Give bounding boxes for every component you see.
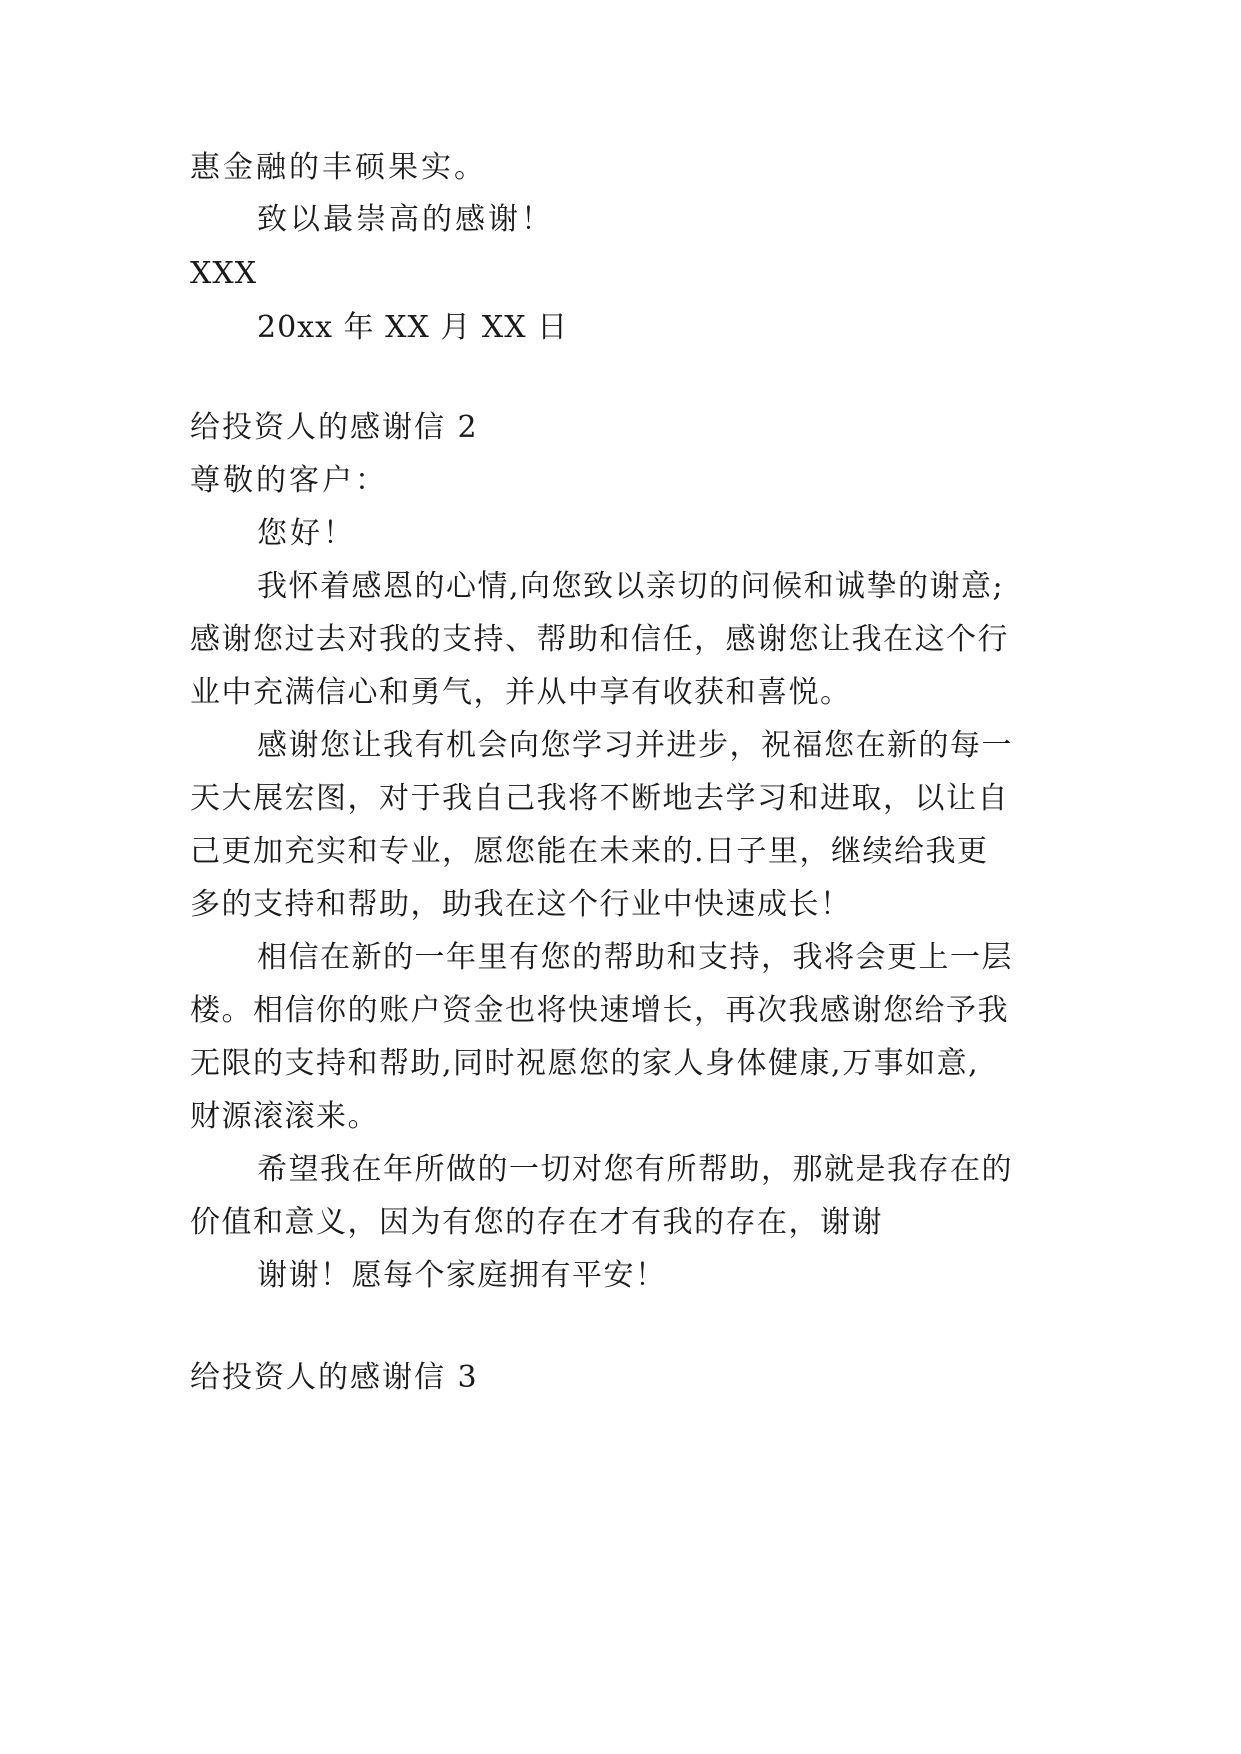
greeting: 您好！ xyxy=(257,516,356,551)
paragraph-line: 谢谢！愿每个家庭拥有平安！ xyxy=(257,1258,667,1293)
paragraph-line: 相信在新的一年里有您的帮助和支持，我将会更上一层 xyxy=(257,940,1013,975)
paragraph-line: 希望我在年所做的一切对您有所帮助，那就是我存在的 xyxy=(257,1152,1013,1187)
closing-line: 致以最崇高的感谢！ xyxy=(257,202,554,237)
letter-title-2: 给投资人的感谢信 2 xyxy=(190,410,479,445)
paragraph-tail: 惠金融的丰硕果实。 xyxy=(190,150,487,185)
paragraph-line: 己更加充实和专业，愿您能在未来的.日子里，继续给我更 xyxy=(190,834,989,869)
paragraph-line: 楼。相信你的账户资金也将快速增长，再次我感谢您给予我 xyxy=(190,993,1009,1028)
paragraph-line: 我怀着感恩的心情,向您致以亲切的问候和诚挚的谢意; xyxy=(257,569,1005,604)
paragraph-line: 感谢您让我有机会向您学习并进步，祝福您在新的每一 xyxy=(257,728,1013,763)
paragraph-line: 无限的支持和帮助,同时祝愿您的家人身体健康,万事如意, xyxy=(190,1046,980,1081)
signature: XXX xyxy=(190,256,258,291)
paragraph-line: 天大展宏图，对于我自己我将不断地去学习和进取，以让自 xyxy=(190,781,1009,816)
paragraph-line: 多的支持和帮助，助我在这个行业中快速成长！ xyxy=(190,887,852,922)
paragraph-line: 业中充满信心和勇气，并从中享有收获和喜悦。 xyxy=(190,675,852,710)
date-line: 20xx 年 XX 月 XX 日 xyxy=(257,310,569,345)
letter-title-3: 给投资人的感谢信 3 xyxy=(190,1360,479,1395)
paragraph-line: 价值和意义，因为有您的存在才有我的存在，谢谢 xyxy=(190,1205,883,1240)
salutation: 尊敬的客户： xyxy=(190,463,388,498)
paragraph-line: 感谢您过去对我的支持、帮助和信任，感谢您让我在这个行 xyxy=(190,622,1009,657)
paragraph-line: 财源滚滚来。 xyxy=(190,1099,379,1134)
